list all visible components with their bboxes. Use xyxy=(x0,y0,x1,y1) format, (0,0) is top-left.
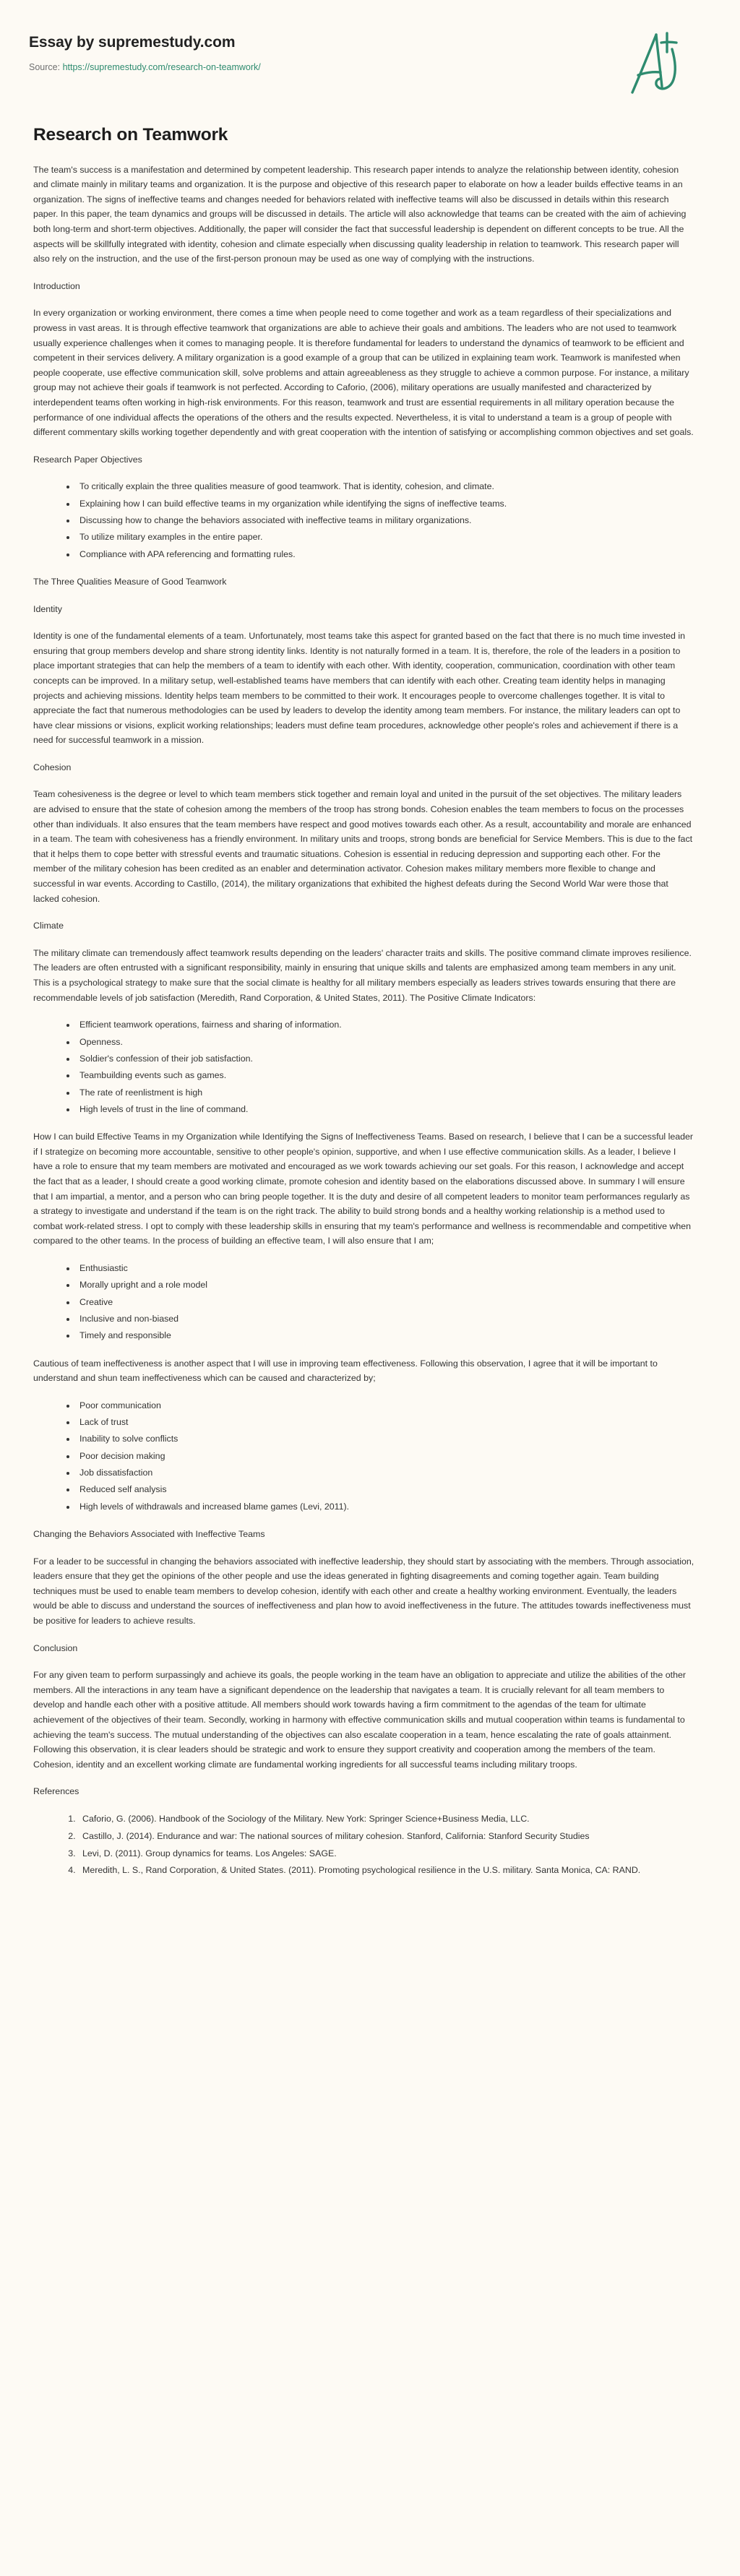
list-item: • Poor decision making xyxy=(77,1449,695,1464)
header-left xyxy=(29,26,261,73)
climate-paragraph: The military climate can tremendously affect teamwork results depending on the leaders' character traits and skills. The positive command climate improves resilience. The leaders are often entrusted with a significant responsibility, mainly in ensuring that unique skills and talents are emphasized among team members in any unit. This is a psychological strategy to make sure that the social climate is healthy for all military members especially as leaders strives towards ensuring that there are recommendable levels of job satisfaction (Meredith, Rand Corporation, & United States, 2011). The Positive Climate Indicators: xyxy=(33,947,692,1003)
list-item: • The rate of reenlistment is high xyxy=(77,1085,695,1100)
objectives-list xyxy=(33,479,695,562)
heading-conclusion: Conclusion xyxy=(33,1642,78,1653)
climate-indicators-list xyxy=(33,1017,695,1117)
effective-teams-paragraph: How I can build Effective Teams in my Organization while Identifying the Signs of Ineffectiveness Teams. Based on research, I believe that I can be a successful leader if I strategize on becoming more accountable, sensitive to other people's opinion, supportive, and when I use effective communication skills. As a leader, I believe I have a role to ensure that my team members are motivated and encouraged as we work towards achieving our set goals. For this reason, I acknowledge and accept the fact that as a leader, I should create a good working climate, promote cohesion and identity based on the elaborations discussed above. In summary I will ensure that I am impartial, a mentor, and a person who can bring people together. It is the duty and desire of all competent leaders to monitor team performances regularly as a strategy to investigate and understand if the team is on the right track. The ability to build strong bonds and a healthy working relationship is a method used to combat work-related stress. I opt to comply with these leadership skills in ensuring that my team's performance and wellness is recommendable and competitive when compared to the other teams. In the process of building an effective team, I will also ensure that I am; xyxy=(33,1132,694,1246)
list-item: 2. Castillo, J. (2014). Endurance and war: The national sources of military cohesion. Stanford, California: Stanford Security Studies xyxy=(78,1829,695,1844)
list-item: • Discussing how to change the behaviors associated with ineffective teams in military organizations. xyxy=(77,513,695,528)
list-item: 4. Meredith, L. S., Rand Corporation, & United States. (2011). Promoting psychological resilience in the U.S. military. Santa Monica, CA: RAND. xyxy=(78,1863,695,1878)
list-item: • Enthusiastic xyxy=(77,1261,695,1276)
references-list xyxy=(33,1812,695,1878)
site-header xyxy=(0,0,740,97)
brand-title: Essay by supremestudy.com xyxy=(29,34,236,51)
list-item: • To utilize military examples in the entire paper. xyxy=(77,530,695,545)
list-item: • High levels of withdrawals and increased blame games (Levi, 2011). xyxy=(77,1499,695,1515)
source-url-link[interactable]: https://supremestudy.com/research-on-teamwork/ xyxy=(62,62,261,73)
ineffectiveness-causes-list xyxy=(33,1398,695,1515)
list-item: • Efficient teamwork operations, fairness and sharing of information. xyxy=(77,1017,695,1033)
changing-behaviors-paragraph: For a leader to be successful in changing the behaviors associated with ineffective leadership, they should start by associating with the members. Through association, leaders ensure that they get the opinions of the other people and use the ideas generated in fighting disagreements and coming together again. Team building techniques must be used to enable team members to develop cohesion, identify with each other and create a healthy working environment. Eventually, the leaders would be able to discuss and understand the sources of ineffectiveness and plan how to avoid ineffectiveness in the future. The attitudes towards ineffectiveness must be positive for leaders to achieve results. xyxy=(33,1556,694,1627)
heading-climate: Climate xyxy=(33,921,64,931)
source-label: Source: xyxy=(29,62,61,73)
list-item: • Job dissatisfaction xyxy=(77,1465,695,1481)
ineffectiveness-paragraph: Cautious of team ineffectiveness is another aspect that I will use in improving team effectiveness. Following this observation, I agree that it will be important to understand and shun team ineffectiveness which can be caused and characterized by; xyxy=(33,1358,658,1384)
list-item: • Poor communication xyxy=(77,1398,695,1413)
introduction-paragraph: In every organization or working environment, there comes a time when people need to come together and work as a team regardless of their specializations and prowess in vast areas. It is through effective teamwork that organizations are able to achieve their goals and ambitions. The leaders who are not used to teamwork usually experience challenges when it comes to managing people. It is therefore fundamental for leaders to understand the dynamics of teamwork to be efficient and competent in their services delivery. A military organization is a good example of a group that can be utilized in explaining team work. Teamwork is manifested when people cooperate, use effective communication skill, solve problems and attain agreeableness as they struggle to achieve a common purpose. For instance, a military group may not achieve their goals if teamwork is not perfected. According to Caforio, (2006), military operations are usually manifested and characterized by interdependent teams often working in high-risk environments. For this reason, teamwork and trust are essential requirements in all military operation because the performance of one individual affects the operations of the others and the results expected. Nevertheless, it is vital to understand a team is a group of people with different commentary skills working together dependently and with great cooperation with the intention of satisfying or accomplishing common objectives and set goals. xyxy=(33,308,694,438)
list-item: • To critically explain the three qualities measure of good teamwork. That is identity, cohesion, and climate. xyxy=(77,479,695,494)
heading-research-paper-objectives: Research Paper Objectives xyxy=(33,454,142,465)
list-item: • Explaining how I can build effective teams in my organization while identifying the signs of ineffective teams. xyxy=(77,496,695,512)
heading-introduction: Introduction xyxy=(33,280,80,291)
list-item: • Morally upright and a role model xyxy=(77,1278,695,1293)
list-item: • Openness. xyxy=(77,1035,695,1050)
list-item: • Compliance with APA referencing and formatting rules. xyxy=(77,547,695,562)
heading-identity: Identity xyxy=(33,603,62,614)
heading-references: References xyxy=(33,1786,79,1797)
source-line xyxy=(29,61,261,73)
heading-changing-behaviors: Changing the Behaviors Associated with Ineffective Teams xyxy=(33,1529,265,1540)
intro-paragraph: The team's success is a manifestation and determined by competent leadership. This research paper intends to analyze the relationship between identity, cohesion and climate mainly in military teams and organization. It is the purpose and objective of this research paper to elaborate on how a leader builds effective teams in an organization. The signs of ineffective teams and changes needed for behaviors related with ineffective teams will also be discussed in details within this research paper. In this paper, the team dynamics and groups will be discussed in details. The article will also acknowledge that teams can be created with the aim of achieving both long-term and short-term objectives. Additionally, the paper will consider the fact that successful leadership is dependent on different concepts to be true. All the aspects will be skillfully integrated with identity, cohesion and climate especially when discussing quality leadership in relation to teamwork. This research paper will also rely on the instruction, and the use of the first-person pronoun may be used as one way of complying with the instructions. xyxy=(33,164,687,264)
leader-traits-list xyxy=(33,1261,695,1344)
list-item: • Lack of trust xyxy=(77,1415,695,1430)
list-item: • Inability to solve conflicts xyxy=(77,1431,695,1447)
list-item: 1. Caforio, G. (2006). Handbook of the Sociology of the Military. New York: Springer Science+Business Media, LLC. xyxy=(78,1812,695,1827)
heading-cohesion: Cohesion xyxy=(33,762,72,772)
page-title: Research on Teamwork xyxy=(33,125,228,145)
list-item: • Soldier's confession of their job satisfaction. xyxy=(77,1051,695,1067)
list-item: • Creative xyxy=(77,1295,695,1310)
heading-three-qualities: The Three Qualities Measure of Good Teamwork xyxy=(33,576,227,587)
a-plus-logo-icon xyxy=(629,26,711,97)
list-item: • Teambuilding events such as games. xyxy=(77,1068,695,1083)
cohesion-paragraph: Team cohesiveness is the degree or level to which team members stick together and remain loyal and united in the pursuit of the set objectives. The military leaders are advised to ensure that the state of cohesion among the members of the troop has strong bonds. Cohesion enables the team members to focus on the processes other than individuals. It also ensures that the team members have respect and good motives towards each other. As a result, accountability and morale are enhanced in a team. The team with cohesiveness has a friendly environment. In military units and troops, strong bonds are beneficial for Service Members. This is due to the fact that it helps them to cope better with stressful events and traumatic situations. Cohesion is essential in reducing depression and supporting each other. For the member of the military cohesion has been credited as an enabler and determination activator. Cohesion makes military members more flexible to change and successful in war events. According to Castillo, (2014), the military organizations that exhibited the highest defeats during the Second World War were those that lacked cohesion. xyxy=(33,789,693,904)
list-item: • Reduced self analysis xyxy=(77,1482,695,1497)
list-item: • Timely and responsible xyxy=(77,1328,695,1343)
list-item: • Inclusive and non-biased xyxy=(77,1311,695,1327)
identity-paragraph: Identity is one of the fundamental elements of a team. Unfortunately, most teams take this aspect for granted based on the fact that there is no much time invested in ensuring that group members develop and share strong identity links. Identity is not naturally formed in a team. It is, therefore, the role of the leaders in a position to place important strategies that can help the members of a team to identify with each other. With identity, cooperation, communication, coordination with other team concepts can be improved. In a military setup, well-established teams have members that can identify with each other. Creating team identity helps in managing projects and achieving missions. Identity helps team members to be committed to their work. It encourages people to overcome challenges together. It is vital to appreciate the fact that numerous methodologies can be used by leaders to develop the identity among team members. For instance, the military leaders can opt to have clear missions or visions, explicit working relationships; leaders must define team procedures, acknowledge other people's roles and achievement if there is a need for successful teamwork in a mission. xyxy=(33,631,686,746)
list-item: 3. Levi, D. (2011). Group dynamics for teams. Los Angeles: SAGE. xyxy=(78,1846,695,1861)
conclusion-paragraph: For any given team to perform surpassingly and achieve its goals, the people working in the team have an obligation to appreciate and utilize the abilities of the other members. All the interactions in any team have a significant dependence on the leadership that navigates a team. It is crucially relevant for all team members to develop and handle each other with a positive attitude. All members should work towards having a firm commitment to the agendas of the team for ultimate achievement of the objectives of their team. Secondly, working in harmony with effective communication skills and mutual cooperation within teams is fundamental to achieving the team's success. The mutual understanding of the objectives can also escalate cooperation in a team, hence escalating the rate of goals attainment. Following this observation, it is clear leaders should be strategic and work to ensure they support creativity and cooperation among the members of the team. Cohesion, identity and an excellent working climate are fundamental working ingredients for all successful teams including military troops. xyxy=(33,1670,686,1770)
document-body xyxy=(0,97,740,1909)
list-item: • High levels of trust in the line of command. xyxy=(77,1102,695,1117)
